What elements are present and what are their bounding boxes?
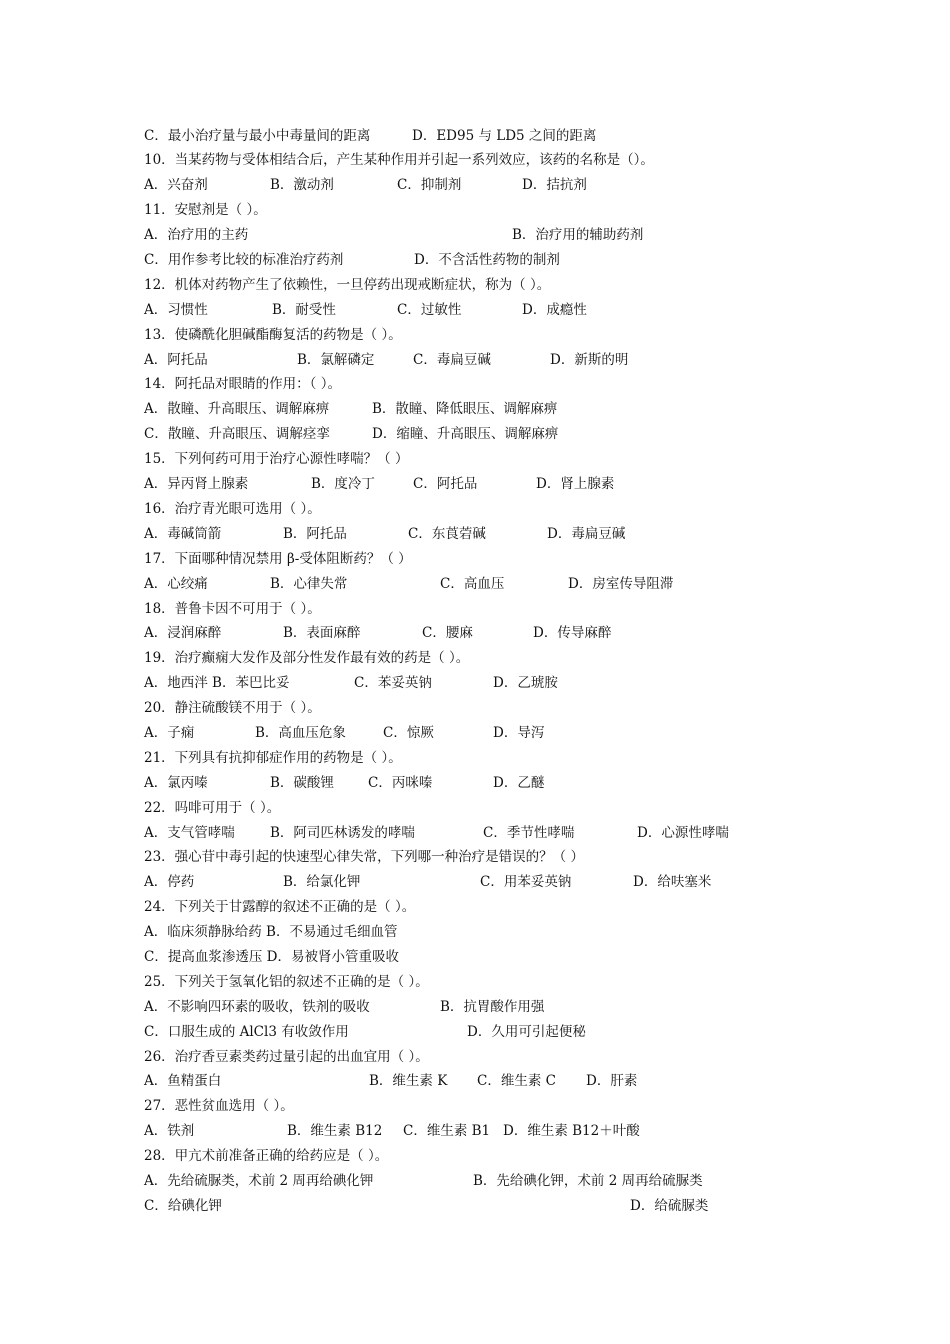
line-text: 13．使磷酰化胆碱酯酶复活的药物是（ ）。 <box>144 327 402 343</box>
option-text: C．口服生成的 AlCl3 有收敛作用 <box>144 1024 349 1040</box>
question-line <box>0 747 950 769</box>
option-text: C．东莨菪碱 <box>408 526 486 542</box>
line-text: 22．吗啡可用于（ ）。 <box>144 800 281 816</box>
line-text: 19．治疗癫痫大发作及部分性发作最有效的药是（ ）。 <box>144 650 470 666</box>
options-line <box>0 672 950 694</box>
option-text: C．阿托品 <box>413 476 478 492</box>
line-text: 16．治疗青光眼可选用（ ）。 <box>144 501 321 517</box>
option-text: C．惊厥 <box>383 725 434 741</box>
option-text: B．抗胃酸作用强 <box>440 999 545 1015</box>
question-line <box>0 1046 950 1068</box>
option-text: B．治疗用的辅助药剂 <box>512 227 644 243</box>
option-text: B．心律失常 <box>270 576 348 592</box>
options-line <box>0 125 950 147</box>
options-line <box>0 1021 950 1043</box>
line-text: 15．下列何药可用于治疗心源性哮喘？（ ） <box>144 451 409 467</box>
option-text: D．肝素 <box>586 1073 638 1089</box>
question-line <box>0 324 950 346</box>
question-line <box>0 647 950 669</box>
line-text: 12．机体对药物产生了依赖性，一旦停药出现戒断症状，称为（ ）。 <box>144 277 551 293</box>
option-text: A．氯丙嗪 <box>144 775 208 791</box>
option-text: B．高血压危象 <box>255 725 346 741</box>
line-text: 20．静注硫酸镁不用于（ ）。 <box>144 700 321 716</box>
option-text: D．新斯的明 <box>550 352 629 368</box>
options-line <box>0 622 950 644</box>
option-text: B．先给碘化钾，术前 2 周再给硫脲类 <box>473 1173 703 1189</box>
line-text: 23．强心苷中毒引起的快速型心律失常，下列哪一种治疗是错误的？（ ） <box>144 849 584 865</box>
question-line <box>0 971 950 993</box>
option-text: C．高血压 <box>440 576 505 592</box>
option-text: A．先给硫脲类，术前 2 周再给碘化钾 <box>144 1173 374 1189</box>
option-text: D．维生素 B12＋叶酸 <box>503 1123 640 1139</box>
option-text: B．氯解磷定 <box>297 352 375 368</box>
option-text: D．缩瞳、升高眼压、调解麻痹 <box>372 426 559 442</box>
options-line <box>0 523 950 545</box>
option-text: D．房室传导阻滞 <box>568 576 674 592</box>
options-line <box>0 822 950 844</box>
line-text: C．提高血浆渗透压 D．易被肾小管重吸收 <box>144 949 399 965</box>
option-text: A．浸润麻醉 <box>144 625 222 641</box>
line-text: 28．甲亢术前准备正确的给药应是（ ）。 <box>144 1148 389 1164</box>
option-text: A．鱼精蛋白 <box>144 1073 222 1089</box>
question-line <box>0 373 950 395</box>
options-line <box>0 1170 950 1192</box>
option-text: A．异丙肾上腺素 <box>144 476 249 492</box>
option-text: D．久用可引起便秘 <box>467 1024 586 1040</box>
options-line <box>0 473 950 495</box>
options-line <box>0 1070 950 1092</box>
option-text: A．治疗用的主药 <box>144 227 249 243</box>
option-text: B．维生素 K <box>369 1073 448 1089</box>
option-text: A．毒碱筒箭 <box>144 526 222 542</box>
option-text: C．腰麻 <box>422 625 473 641</box>
line-text: 21．下列具有抗抑郁症作用的药物是（ ）。 <box>144 750 402 766</box>
question-line <box>0 598 950 620</box>
option-text: D．成瘾性 <box>522 302 587 318</box>
option-text: A．地西泮 B．苯巴比妥 <box>144 675 290 691</box>
option-text: C．给碘化钾 <box>144 1198 222 1214</box>
question-line <box>0 797 950 819</box>
option-text: D．不含活性药物的制剂 <box>414 252 560 268</box>
option-text: A．阿托品 <box>144 352 208 368</box>
option-text: C．毒扁豆碱 <box>413 352 491 368</box>
option-text: B．维生素 B12 <box>287 1123 383 1139</box>
option-text: B．阿司匹林诱发的哮喘 <box>270 825 415 841</box>
option-text: A．习惯性 <box>144 302 208 318</box>
option-text: C．季节性哮喘 <box>483 825 575 841</box>
option-text: C．抑制剂 <box>397 177 462 193</box>
line-text: 26．治疗香豆素类药过量引起的出血宜用（ ）。 <box>144 1049 429 1065</box>
option-text: A．铁剂 <box>144 1123 195 1139</box>
options-line <box>0 299 950 321</box>
options-line <box>0 249 950 271</box>
options-line <box>0 996 950 1018</box>
line-text: A．临床须静脉给药 B．不易通过毛细血管 <box>144 924 398 940</box>
question-line <box>0 274 950 296</box>
option-text: A．不影响四环素的吸收，铁剂的吸收 <box>144 999 370 1015</box>
option-text: D．乙琥胺 <box>493 675 558 691</box>
option-text: B．碳酸锂 <box>270 775 334 791</box>
line-text: 14．阿托品对眼睛的作用：（ ）。 <box>144 376 341 392</box>
question-line <box>0 498 950 520</box>
option-text: D．ED95 与 LD5 之间的距离 <box>412 128 597 144</box>
option-text: D．心源性哮喘 <box>637 825 729 841</box>
option-text: A．心绞痛 <box>144 576 208 592</box>
question-line <box>0 448 950 470</box>
option-text: A．兴奋剂 <box>144 177 208 193</box>
line-text: 24．下列关于甘露醇的叙述不正确的是（ ）。 <box>144 899 416 915</box>
line-text: 18．普鲁卡因不可用于（ ）。 <box>144 601 321 617</box>
question-line <box>0 199 950 221</box>
option-text: A．子痫 <box>144 725 195 741</box>
option-text: C．维生素 C <box>477 1073 556 1089</box>
line-text: 10．当某药物与受体相结合后，产生某种作用并引起一系列效应，该药的名称是（）。 <box>144 152 654 168</box>
line-text: 27．恶性贫血选用（ ）。 <box>144 1098 294 1114</box>
option-text: B．阿托品 <box>283 526 347 542</box>
line-text: 11．安慰剂是（ ）。 <box>144 202 267 218</box>
option-text: D．给硫脲类 <box>630 1198 709 1214</box>
option-text: D．给呋塞米 <box>633 874 712 890</box>
options-line <box>0 398 950 420</box>
question-line <box>0 1145 950 1167</box>
option-text: B．散瞳、降低眼压、调解麻痹 <box>372 401 558 417</box>
option-text: D．乙醚 <box>493 775 545 791</box>
option-text: C．苯妥英钠 <box>354 675 432 691</box>
options-line <box>0 423 950 445</box>
question-line <box>0 896 950 918</box>
question-line <box>0 1095 950 1117</box>
options-line <box>0 1120 950 1142</box>
question-line <box>0 946 950 968</box>
option-text: B．度冷丁 <box>311 476 375 492</box>
options-line <box>0 871 950 893</box>
line-text: 17．下面哪种情况禁用 β-受体阻断药？（ ） <box>144 551 412 567</box>
question-line <box>0 846 950 868</box>
options-line <box>0 174 950 196</box>
option-text: D．毒扁豆碱 <box>547 526 626 542</box>
options-line <box>0 1195 950 1217</box>
question-line <box>0 697 950 719</box>
line-text: 25．下列关于氢氧化铝的叙述不正确的是（ ）。 <box>144 974 429 990</box>
option-text: C．散瞳、升高眼压、调解痉挛 <box>144 426 330 442</box>
options-line <box>0 573 950 595</box>
options-line <box>0 349 950 371</box>
option-text: C．用苯妥英钠 <box>480 874 572 890</box>
question-line <box>0 149 950 171</box>
option-text: C．最小治疗量与最小中毒量间的距离 <box>144 128 371 144</box>
option-text: C．维生素 B1 <box>403 1123 491 1139</box>
option-text: C．用作参考比较的标准治疗药剂 <box>144 252 344 268</box>
option-text: B．给氯化钾 <box>283 874 361 890</box>
option-text: A．散瞳、升高眼压、调解麻痹 <box>144 401 330 417</box>
option-text: D．肾上腺素 <box>536 476 615 492</box>
option-text: D．拮抗剂 <box>522 177 587 193</box>
question-line <box>0 921 950 943</box>
option-text: D．导泻 <box>493 725 545 741</box>
options-line <box>0 722 950 744</box>
option-text: B．激动剂 <box>270 177 334 193</box>
option-text: B．耐受性 <box>272 302 336 318</box>
option-text: C．丙咪嗪 <box>368 775 433 791</box>
option-text: C．过敏性 <box>397 302 462 318</box>
option-text: A．支气管哮喘 <box>144 825 235 841</box>
options-line <box>0 224 950 246</box>
options-line <box>0 772 950 794</box>
option-text: B．表面麻醉 <box>283 625 361 641</box>
option-text: D．传导麻醉 <box>533 625 612 641</box>
question-line <box>0 548 950 570</box>
option-text: A．停药 <box>144 874 195 890</box>
